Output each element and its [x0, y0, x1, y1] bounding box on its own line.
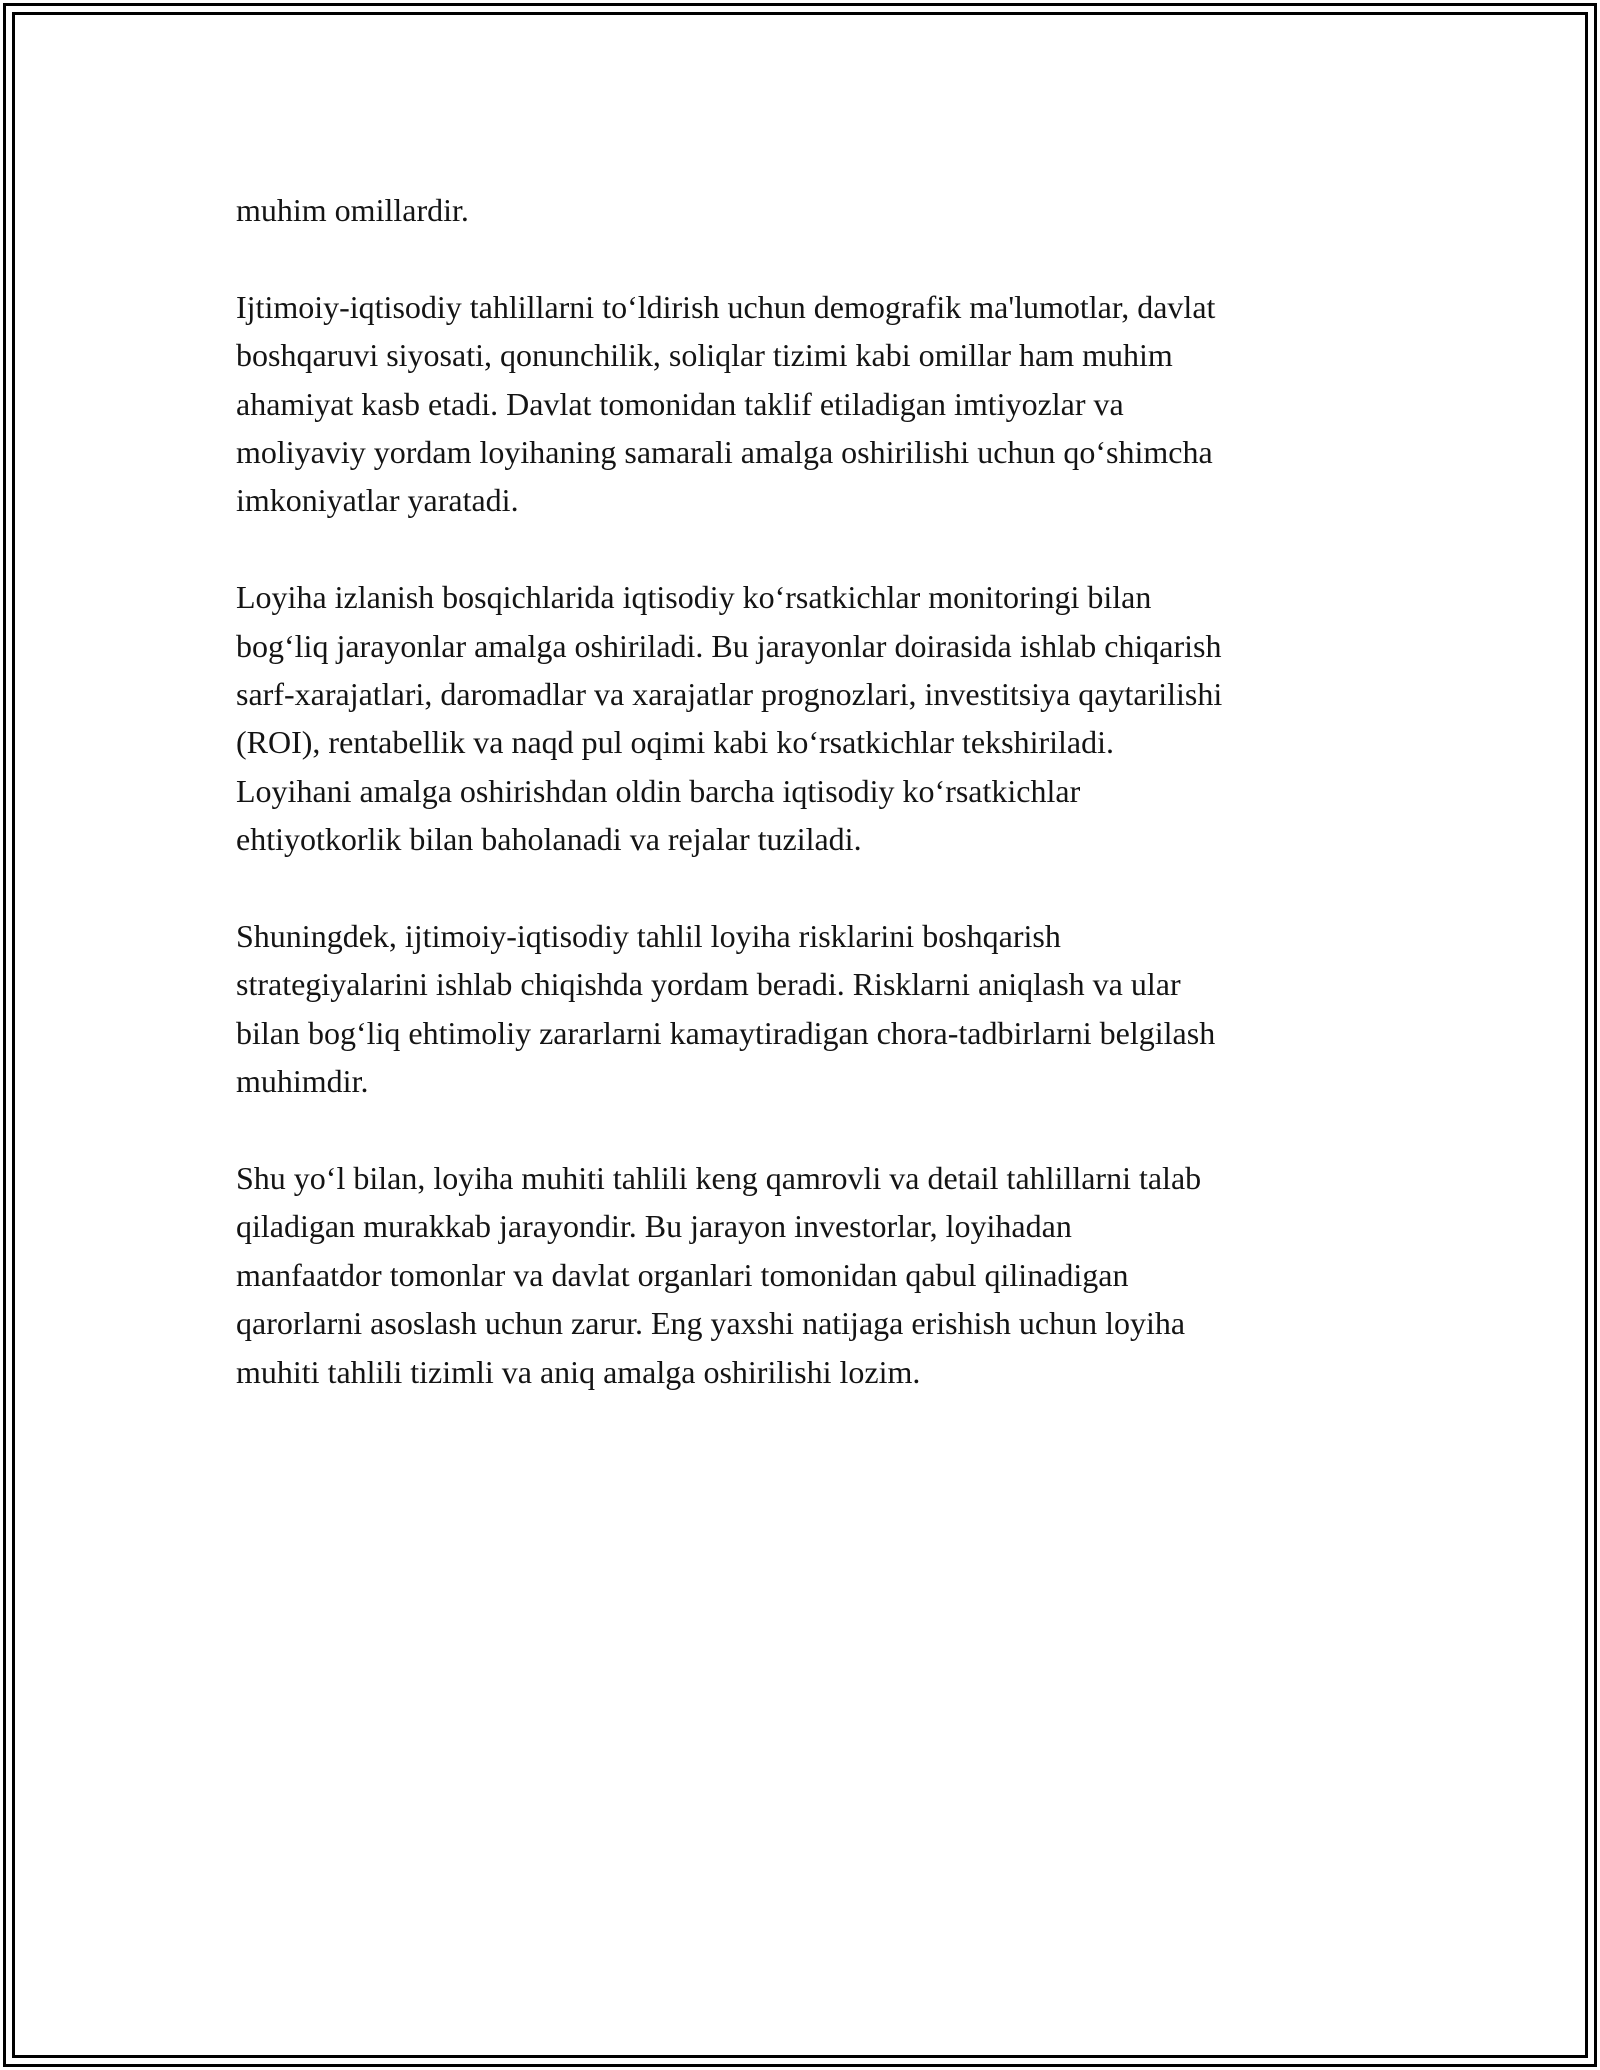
paragraph-1: muhim omillardir.: [236, 192, 469, 228]
paragraph-5: Shu yo‘l bilan, loyiha muhiti tahlili keng qamrovli va detail tahlillarni talab qiladigan murakkab jarayondir. Bu jarayon investorlar, loyihadan manfaatdor tomonlar va davlat organlari tomonidan qabul qilinadigan qarorlarni asoslash uchun zarur. Eng yaxshi natijaga erishish uchun loyiha muhiti tahlili tizimli va aniq amalga oshirilishi lozim.: [236, 1160, 1202, 1390]
paragraph-4: Shuningdek, ijtimoiy-iqtisodiy tahlil loyiha risklarini boshqarish strategiyalarini ishlab chiqishda yordam beradi. Risklarni aniqlash va ular bilan bog‘liq ehtimoliy zararlarni kamaytiradigan chora-tadbirlarni belgilash muhimdir.: [236, 918, 1216, 1100]
paragraph-2: Ijtimoiy-iqtisodiy tahlillarni to‘ldirish uchun demografik ma'lumotlar, davlat boshqaruvi siyosati, qonunchilik, soliqlar tizimi kabi omillar ham muhim ahamiyat kasb etadi. Davlat tomonidan taklif etiladigan imtiyozlar va moliyaviy yordam loyihaning samarali amalga oshirilishi uchun qo‘shimcha imkoniyatlar yaratadi.: [236, 288, 1216, 519]
paragraph-3: Loyiha izlanish bosqichlarida iqtisodiy ko‘rsatkichlar monitoringi bilan bog‘liq jarayonlar amalga oshiriladi. Bu jarayonlar doirasida ishlab chiqarish sarf-xarajatlari, daromadlar va xarajatlar prognozlari, investitsiya qaytarilishi (ROI), rentabellik va naqd pul oqimi kabi ko‘rsatkichlar tekshiriladi. Loyihani amalga oshirishdan oldin barcha iqtisodiy ko‘rsatkichlar ehtiyotkorlik bilan baholanadi va rejalar tuziladi.: [236, 579, 1223, 858]
document-body: [236, 186, 1376, 1444]
